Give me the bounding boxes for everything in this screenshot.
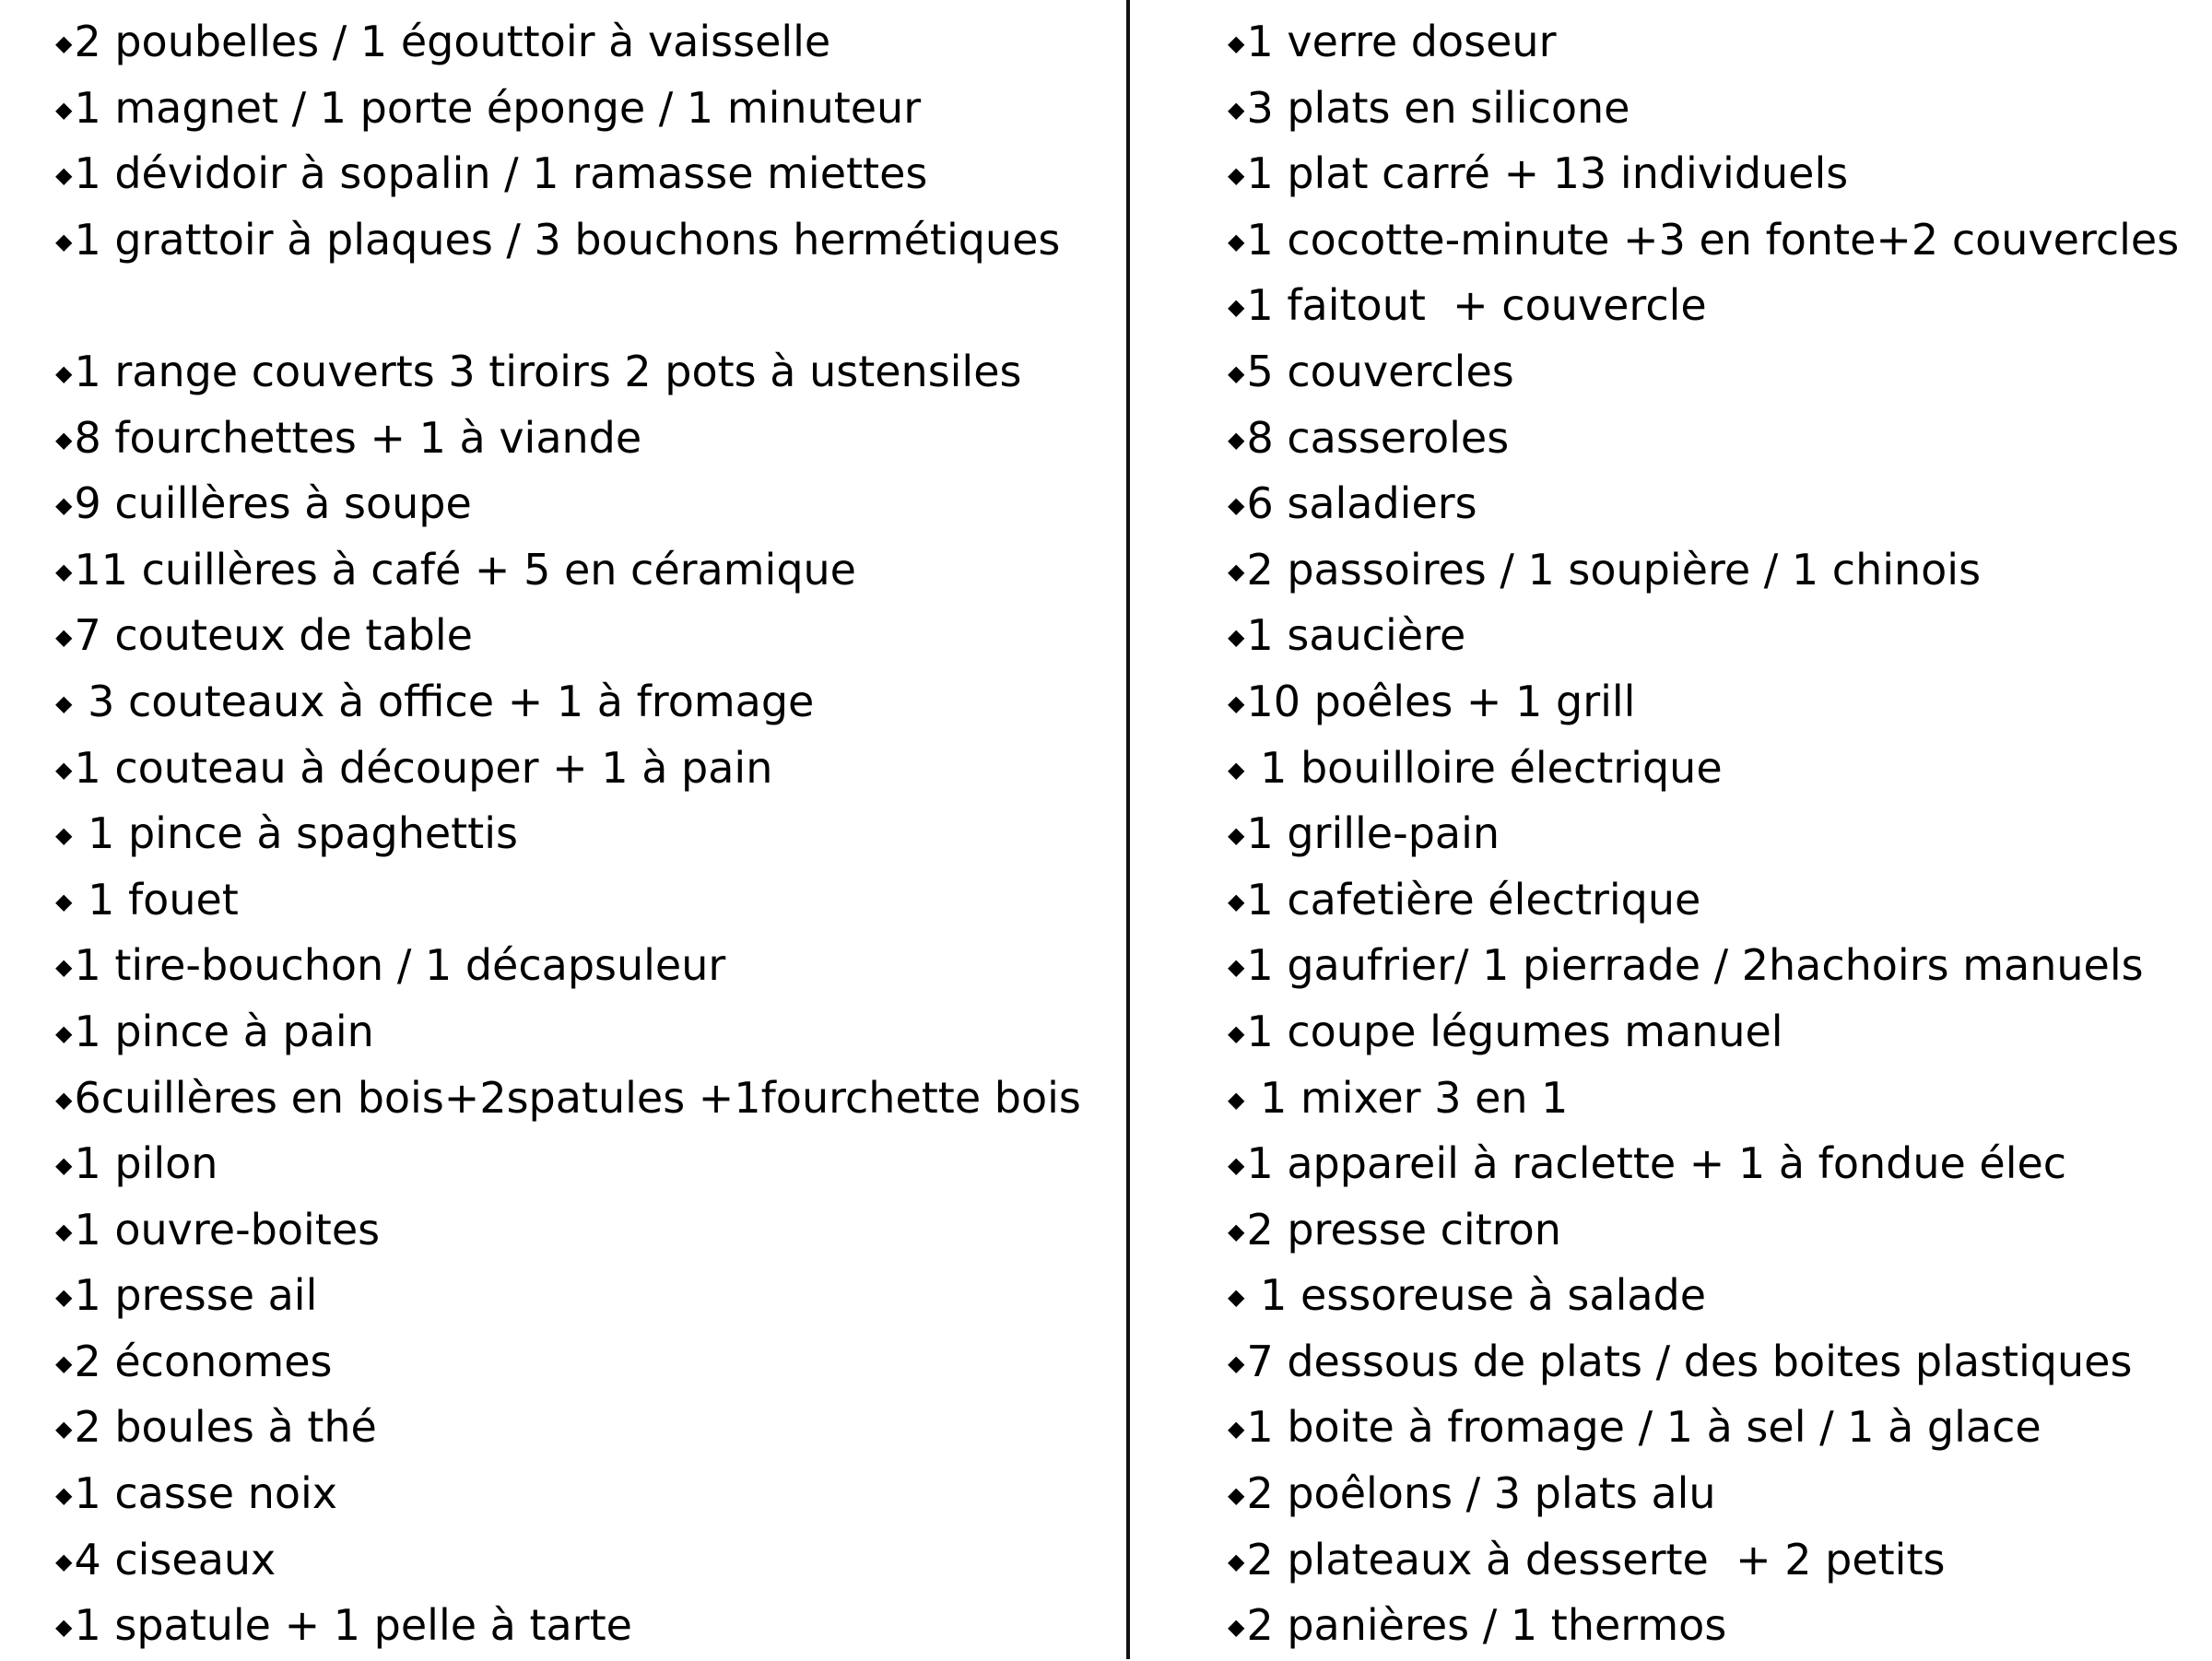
bullet-icon: ◆ <box>1228 1614 1245 1641</box>
bullet-icon: ◆ <box>55 1218 73 1244</box>
list-item-text: 9 cuillères à soupe <box>74 478 472 529</box>
list-item-text: 5 couvercles <box>1246 346 1514 396</box>
list-item-text: 1 appareil à raclette + 1 à fondue élec <box>1246 1138 2067 1189</box>
list-item <box>1228 1395 2205 1461</box>
list-item <box>1228 9 2205 76</box>
list-item <box>55 736 1115 802</box>
bullet-icon: ◆ <box>1228 1218 1245 1244</box>
list-item-text: 1 faitout + couvercle <box>1246 280 1707 331</box>
bullet-icon: ◆ <box>55 1086 73 1113</box>
list-item <box>55 406 1115 472</box>
list-item <box>55 867 1115 934</box>
bullet-icon: ◆ <box>1228 689 1245 716</box>
list-item <box>1228 406 2205 472</box>
bullet-icon: ◆ <box>1228 888 1245 914</box>
list-item <box>1228 867 2205 934</box>
list-item <box>1228 1593 2205 1659</box>
bullet-icon: ◆ <box>1228 1482 1245 1509</box>
list-item-text: 2 presse citron <box>1246 1204 1561 1255</box>
bullet-icon: ◆ <box>55 228 73 254</box>
list-item <box>1228 603 2205 669</box>
list-item <box>55 537 1115 604</box>
list-item-text: 1 spatule + 1 pelle à tarte <box>74 1600 632 1651</box>
list-item-text: 1 casse noix <box>74 1468 337 1519</box>
list-item <box>1228 537 2205 604</box>
bullet-icon: ◆ <box>55 558 73 584</box>
list-item <box>55 76 1115 142</box>
bullet-icon: ◆ <box>1228 1019 1245 1046</box>
list-item-text: 7 dessous de plats / des boites plastiques <box>1246 1336 2133 1386</box>
list-item-text: 1 presse ail <box>74 1270 318 1321</box>
bullet-icon: ◆ <box>55 492 73 519</box>
list-item <box>55 801 1115 867</box>
list-item-text: 1 verre doseur <box>1246 17 1557 66</box>
list-item-text: 1 range couverts 3 tiroirs 2 pots à ustensiles <box>74 346 1022 396</box>
list-item <box>55 999 1115 1066</box>
list-item-text: 11 cuillères à café + 5 en céramique <box>74 544 856 595</box>
bullet-icon: ◆ <box>55 1152 73 1179</box>
list-item <box>55 603 1115 669</box>
list-item-text: 1 couteau à découper + 1 à pain <box>74 742 773 793</box>
list-item <box>55 141 1115 207</box>
list-item <box>55 669 1115 736</box>
list-item-text: 1 cafetière électrique <box>1246 874 1701 925</box>
list-item <box>1228 1263 2205 1329</box>
list-item <box>55 207 1115 274</box>
bullet-icon: ◆ <box>1228 822 1245 849</box>
list-item-text: 1 tire-bouchon / 1 décapsuleur <box>74 940 726 991</box>
list-item <box>55 1395 1115 1461</box>
list-item-text: 1 plat carré + 13 individuels <box>1246 148 1849 199</box>
bullet-icon: ◆ <box>55 162 73 189</box>
list-item <box>55 339 1115 406</box>
list-item <box>1228 339 2205 406</box>
list-item <box>55 1197 1115 1264</box>
list-item-text: 6cuillères en bois+2spatules +1fourchette bois <box>74 1072 1081 1123</box>
list-item <box>1228 1066 2205 1132</box>
list-item-text: 1 bouilloire électrique <box>1246 742 1723 793</box>
left-inventory-list <box>55 9 1115 1659</box>
bullet-icon: ◆ <box>1228 1152 1245 1179</box>
list-item-text: 2 passoires / 1 soupière / 1 chinois <box>1246 544 1982 595</box>
list-item <box>55 1329 1115 1396</box>
list-item <box>1228 207 2205 274</box>
list-item-text: 2 panières / 1 thermos <box>1246 1600 1727 1651</box>
list-item-text: 2 économes <box>74 1336 333 1386</box>
bullet-icon: ◆ <box>1228 426 1245 453</box>
list-item <box>1228 76 2205 142</box>
list-item <box>1228 1461 2205 1527</box>
list-item <box>55 1066 1115 1132</box>
list-item <box>55 1131 1115 1197</box>
bullet-icon: ◆ <box>1228 1548 1245 1574</box>
list-item <box>55 933 1115 999</box>
list-item-text: 1 ouvre-boites <box>74 1204 381 1255</box>
list-item-text: 1 magnet / 1 porte éponge / 1 minuteur <box>74 82 922 133</box>
list-item-text: 4 ciseaux <box>74 1534 276 1584</box>
list-item <box>1228 1197 2205 1264</box>
list-item-text: 1 pince à spaghettis <box>74 808 518 859</box>
list-item-text: 10 poêles + 1 grill <box>1246 676 1636 726</box>
bullet-icon: ◆ <box>55 1284 73 1311</box>
bullet-icon: ◆ <box>55 1614 73 1641</box>
list-item-text: 8 casseroles <box>1246 412 1510 463</box>
list-item <box>55 471 1115 537</box>
bullet-icon: ◆ <box>55 954 73 981</box>
right-inventory-list <box>1228 9 2205 1659</box>
bullet-icon: ◆ <box>1228 954 1245 981</box>
list-item-text: 1 saucière <box>1246 610 1466 661</box>
list-item-text: 1 dévidoir à sopalin / 1 ramasse miettes <box>74 148 928 199</box>
list-item-text: 7 couteux de table <box>74 610 473 661</box>
bullet-icon: ◆ <box>1228 1284 1245 1311</box>
list-item <box>1228 471 2205 537</box>
list-item <box>1228 736 2205 802</box>
bullet-icon: ◆ <box>1228 756 1245 783</box>
bullet-icon: ◆ <box>1228 30 1245 56</box>
bullet-icon: ◆ <box>55 1019 73 1046</box>
list-item-text: 1 pince à pain <box>74 1006 374 1056</box>
list-item <box>55 1593 1115 1659</box>
list-item <box>1228 801 2205 867</box>
bullet-icon: ◆ <box>55 756 73 783</box>
bullet-icon: ◆ <box>55 689 73 716</box>
bullet-icon: ◆ <box>55 30 73 56</box>
bullet-icon: ◆ <box>1228 162 1245 189</box>
list-item <box>55 9 1115 76</box>
list-item <box>1228 1527 2205 1594</box>
bullet-icon: ◆ <box>55 1416 73 1443</box>
bullet-icon: ◆ <box>1228 1349 1245 1376</box>
list-item-text: 1 essoreuse à salade <box>1246 1270 1707 1321</box>
bullet-icon: ◆ <box>1228 1086 1245 1113</box>
list-item <box>1228 669 2205 736</box>
list-item-text: 1 grille-pain <box>1246 808 1500 859</box>
bullet-icon: ◆ <box>1228 359 1245 386</box>
list-item <box>1228 1131 2205 1197</box>
column-divider <box>1126 0 1130 1659</box>
list-item-text: 1 mixer 3 en 1 <box>1246 1072 1569 1123</box>
bullet-icon: ◆ <box>55 426 73 453</box>
bullet-icon: ◆ <box>55 822 73 849</box>
list-item <box>1228 999 2205 1066</box>
list-item-text: 1 gaufrier/ 1 pierrade / 2hachoirs manuels <box>1246 940 2144 991</box>
list-item <box>1228 141 2205 207</box>
list-item-text: 1 grattoir à plaques / 3 bouchons hermétiques <box>74 214 1061 265</box>
list-item-text: 6 saladiers <box>1246 478 1477 529</box>
list-item-text: 2 poubelles / 1 égouttoir à vaisselle <box>74 17 831 66</box>
list-item <box>55 1461 1115 1527</box>
list-item <box>55 1263 1115 1329</box>
bullet-icon: ◆ <box>1228 1416 1245 1443</box>
list-item-text: 3 couteaux à office + 1 à fromage <box>74 676 815 726</box>
list-item-text: 2 poêlons / 3 plats alu <box>1246 1468 1716 1519</box>
list-item <box>1228 273 2205 339</box>
list-spacer <box>55 273 1115 339</box>
list-item <box>1228 1329 2205 1396</box>
list-item <box>55 1527 1115 1594</box>
bullet-icon: ◆ <box>1228 624 1245 651</box>
list-item-text: 1 boite à fromage / 1 à sel / 1 à glace <box>1246 1402 2041 1453</box>
bullet-icon: ◆ <box>55 1482 73 1509</box>
list-item-text: 8 fourchettes + 1 à viande <box>74 412 642 463</box>
bullet-icon: ◆ <box>55 359 73 386</box>
bullet-icon: ◆ <box>55 96 73 123</box>
bullet-icon: ◆ <box>55 888 73 914</box>
bullet-icon: ◆ <box>55 624 73 651</box>
bullet-icon: ◆ <box>1228 294 1245 321</box>
bullet-icon: ◆ <box>1228 228 1245 254</box>
list-item-text: 1 fouet <box>74 874 239 925</box>
bullet-icon: ◆ <box>55 1548 73 1574</box>
list-item-text: 1 cocotte-minute +3 en fonte+2 couvercles <box>1246 214 2180 265</box>
list-item <box>1228 933 2205 999</box>
bullet-icon: ◆ <box>1228 96 1245 123</box>
bullet-icon: ◆ <box>55 1349 73 1376</box>
bullet-icon: ◆ <box>1228 492 1245 519</box>
bullet-icon: ◆ <box>1228 558 1245 584</box>
list-item-text: 3 plats en silicone <box>1246 82 1630 133</box>
list-item-text: 1 pilon <box>74 1138 218 1189</box>
list-item-text: 2 plateaux à desserte + 2 petits <box>1246 1534 1946 1584</box>
list-item-text: 2 boules à thé <box>74 1402 377 1453</box>
list-item-text: 1 coupe légumes manuel <box>1246 1006 1783 1056</box>
